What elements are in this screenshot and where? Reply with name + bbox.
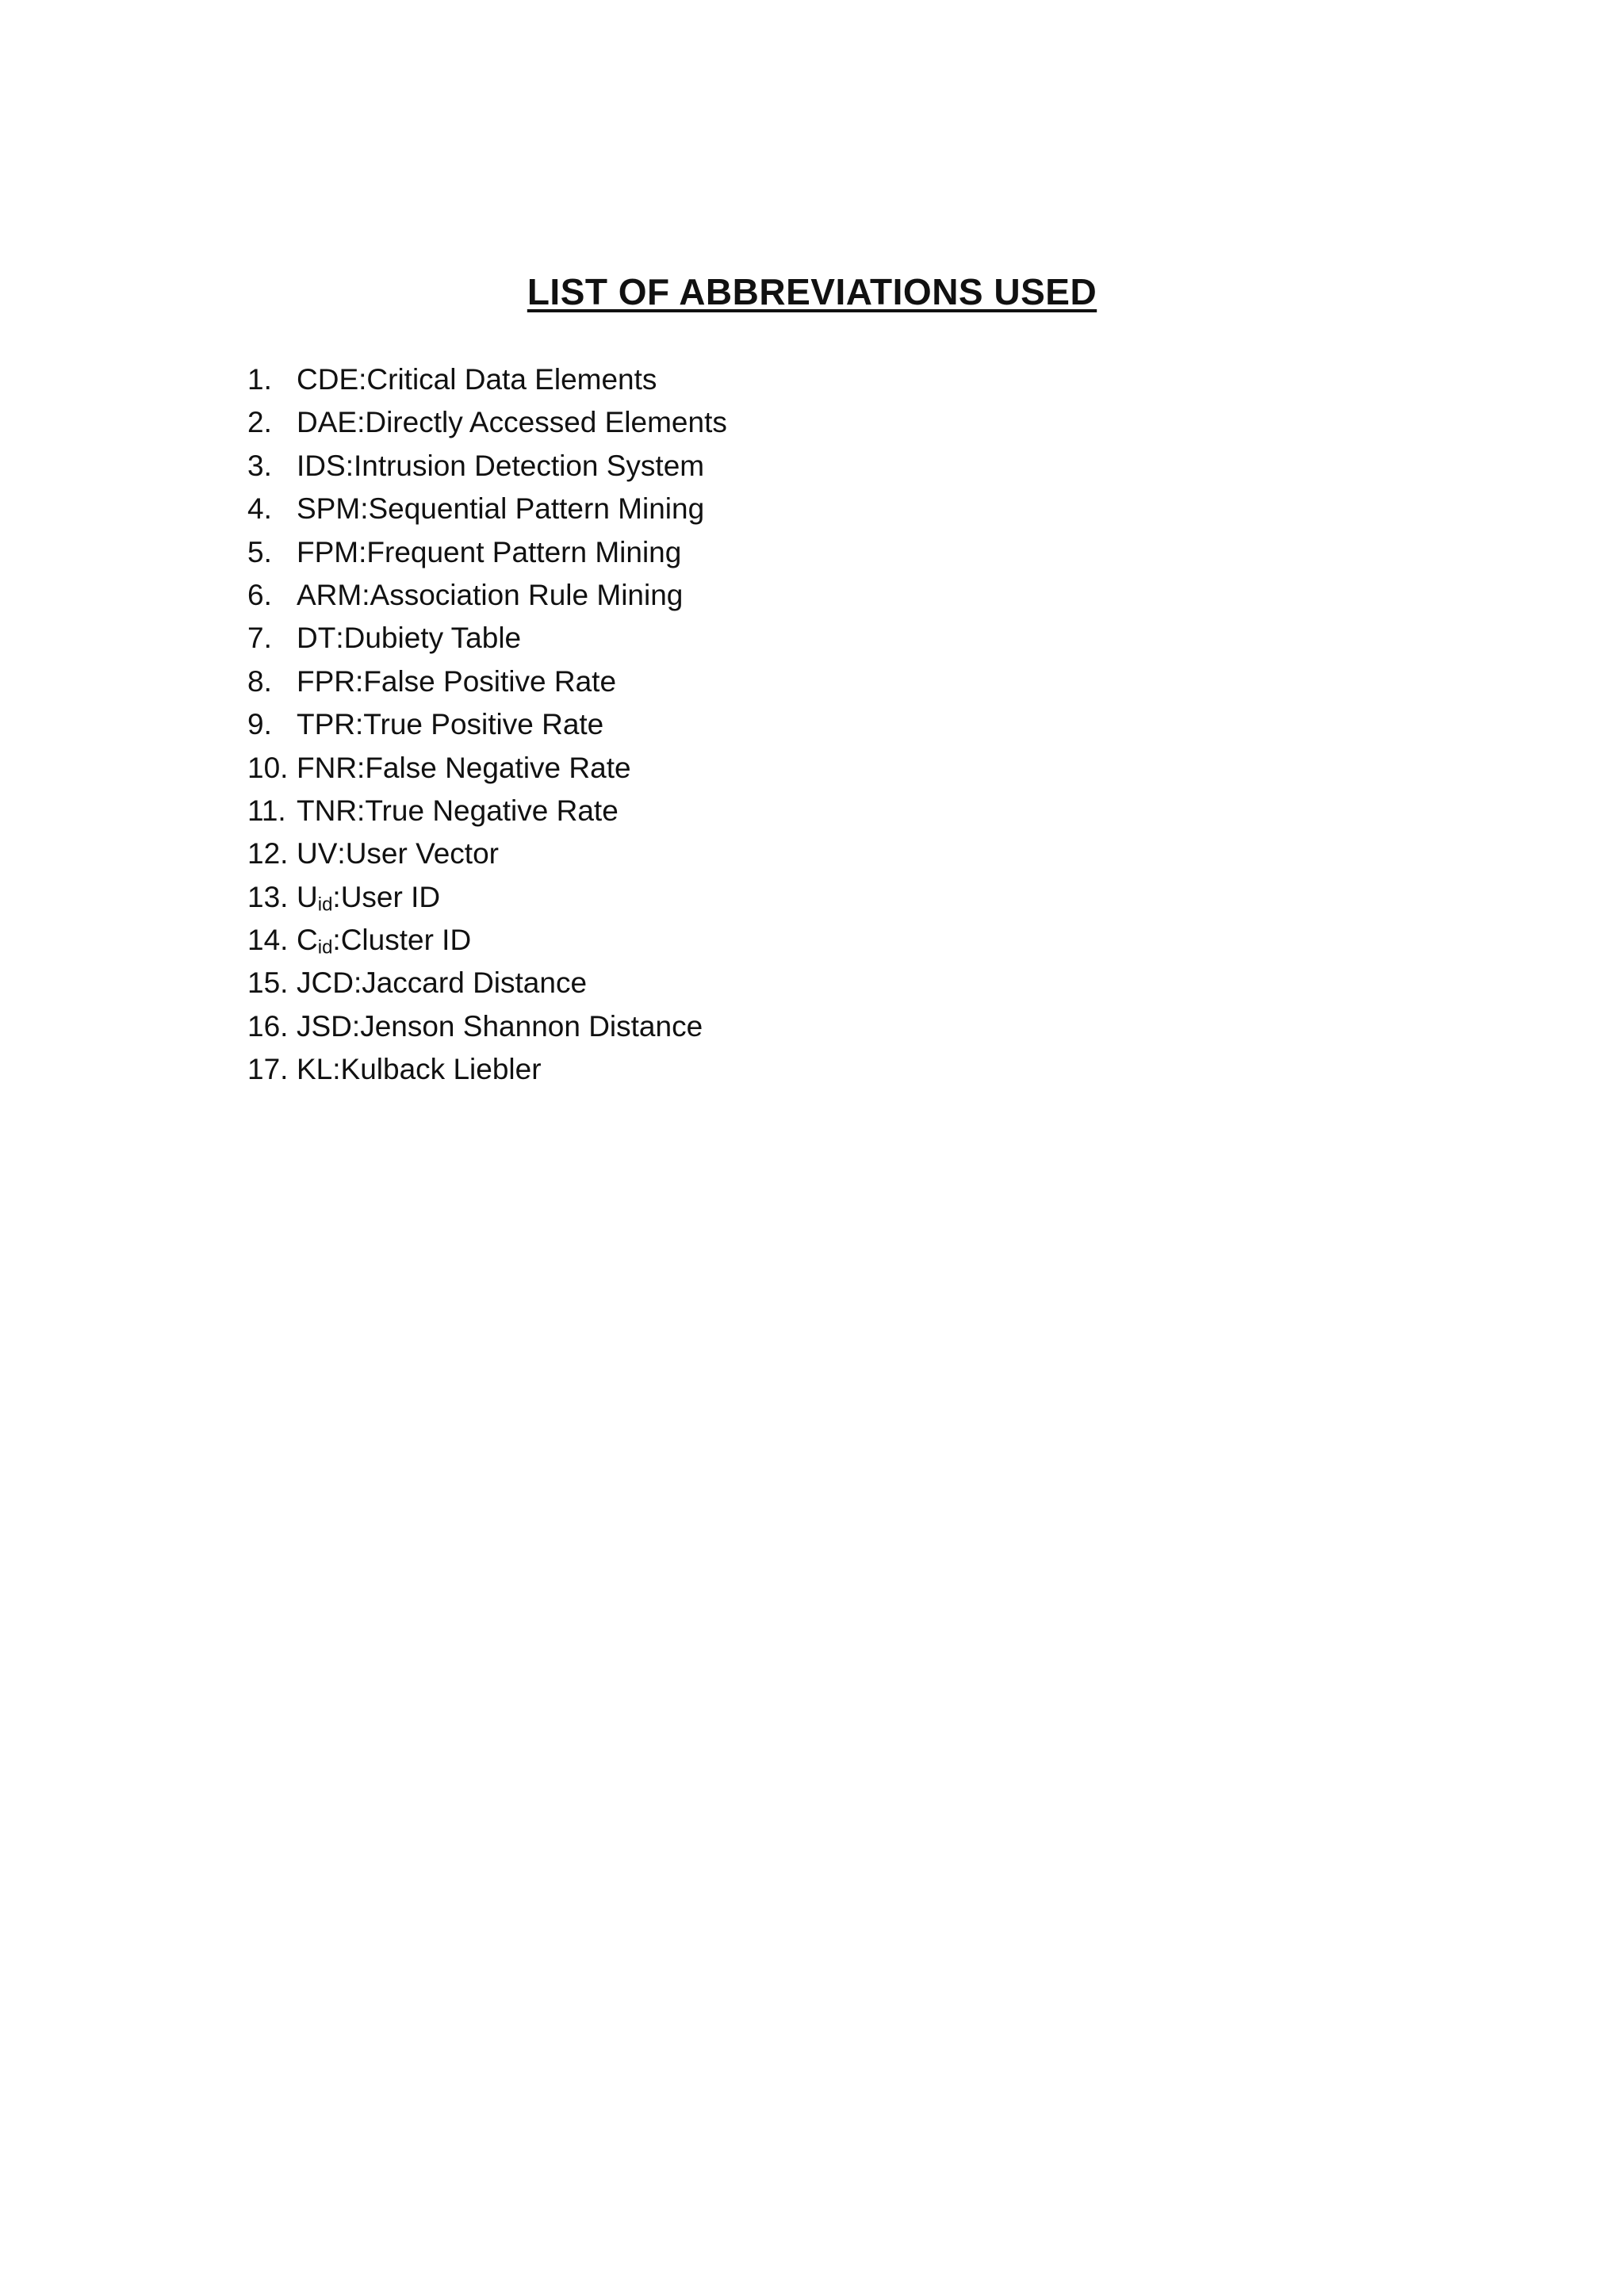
item-abbreviation: TNR: [297,794,366,827]
item-definition: Kulback Liebler [340,1053,542,1086]
item-definition: Cluster ID [340,924,472,957]
item-definition: True Positive Rate [363,708,604,741]
list-item-1 [247,358,727,401]
list-item-6 [247,574,727,617]
item-abbreviation: DT: [297,622,344,655]
abbreviations-list [247,358,727,1092]
list-item-15 [247,962,727,1004]
item-abbreviation: FNR: [297,751,366,784]
item-abbreviation: SPM: [297,492,369,526]
item-abbreviation: Cid: [297,924,341,959]
item-number: 7. [247,622,272,655]
item-abbreviation: UV: [297,837,346,871]
item-definition: User ID [340,880,441,913]
list-item-4 [247,488,727,530]
item-number: 13. [247,880,289,913]
list-item-3 [247,445,727,488]
item-abbreviation: ARM: [297,578,370,611]
item-abbreviation: JSD: [297,1009,361,1043]
list-item-9 [247,703,727,746]
item-definition: Sequential Pattern Mining [368,492,705,526]
item-definition: Association Rule Mining [370,578,684,611]
list-item-8 [247,660,727,703]
item-number: 17. [247,1053,289,1086]
item-abbreviation: KL: [297,1053,341,1086]
item-abbreviation: DAE: [297,406,366,439]
item-abbreviation: TPR: [297,708,364,741]
item-abbreviation: CDE: [297,363,367,396]
item-number: 12. [247,837,289,871]
item-number: 5. [247,535,272,568]
item-definition: True Negative Rate [365,794,619,827]
item-definition: Directly Accessed Elements [365,406,727,439]
page-title: LIST OF ABBREVIATIONS USED [527,271,1097,312]
item-abbreviation: FPR: [297,664,364,698]
list-item-17 [247,1048,727,1091]
item-definition: Critical Data Elements [366,363,657,396]
item-number: 9. [247,708,272,741]
list-item-10 [247,747,727,790]
list-item-5 [247,531,727,574]
item-number: 6. [247,578,272,611]
list-item-11 [247,790,727,832]
item-abbreviation: JCD: [297,966,362,1000]
item-number: 8. [247,664,272,698]
list-item-13 [247,876,727,919]
item-definition: Jaccard Distance [362,966,588,1000]
item-number: 2. [247,406,272,439]
item-definition: False Positive Rate [363,664,617,698]
list-item-7 [247,617,727,660]
item-number: 3. [247,449,272,482]
list-item-16 [247,1005,727,1048]
item-number: 16. [247,1009,289,1043]
item-definition: User Vector [345,837,499,871]
list-item-14 [247,919,727,962]
item-number: 1. [247,363,272,396]
item-definition: Frequent Pattern Mining [366,535,682,568]
item-number: 4. [247,492,272,526]
item-abbreviation: Uid: [297,880,341,915]
item-definition: Dubiety Table [343,622,522,655]
item-number: 10. [247,751,289,784]
item-number: 14. [247,924,289,957]
item-definition: Jenson Shannon Distance [360,1009,703,1043]
item-definition: Intrusion Detection System [353,449,705,482]
item-abbreviation: IDS: [297,449,354,482]
item-abbreviation: FPM: [297,535,367,568]
list-item-2 [247,401,727,444]
item-number: 15. [247,966,289,1000]
item-number: 11. [247,794,286,827]
item-definition: False Negative Rate [365,751,631,784]
list-item-12 [247,832,727,875]
